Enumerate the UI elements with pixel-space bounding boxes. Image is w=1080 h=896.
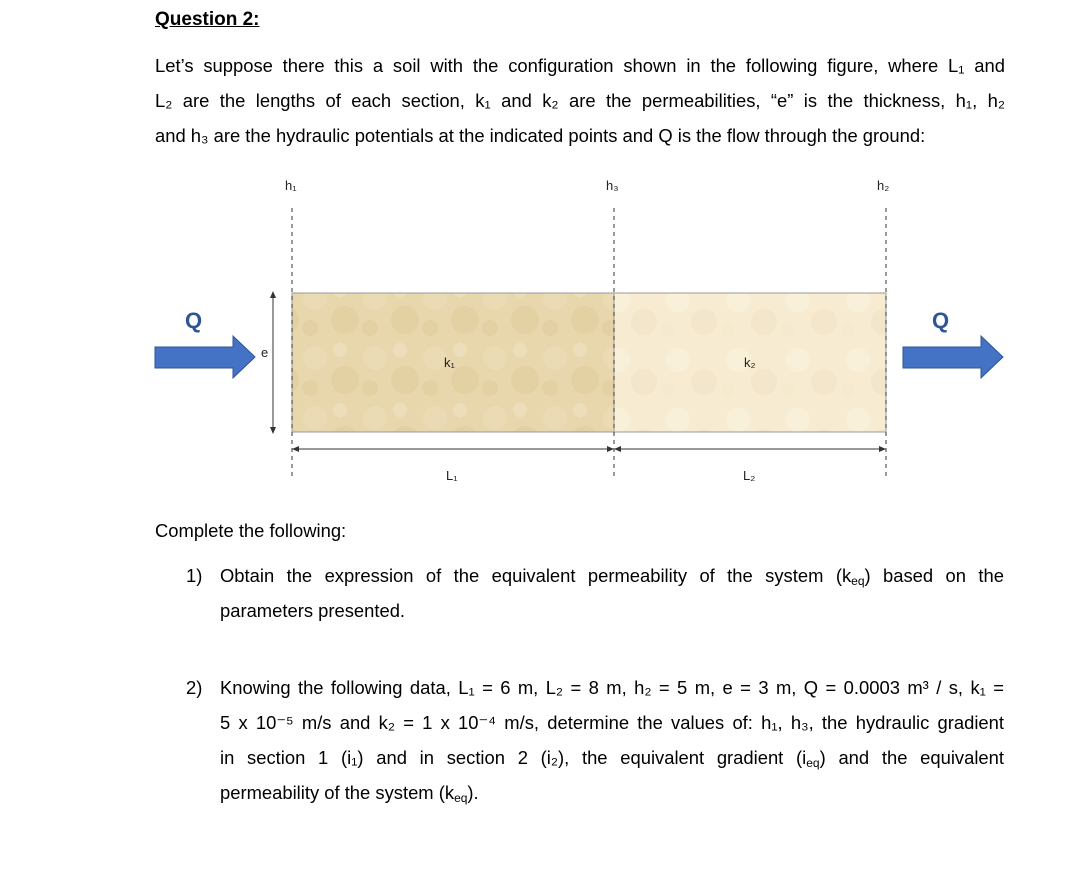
task-line: permeability of the system $(k_{eq})$. xyxy=(220,782,479,805)
length-1-arrowhead-right xyxy=(607,446,614,452)
perm-label-k1: k₁ xyxy=(444,355,455,370)
length-label-l2: L₂ xyxy=(743,468,756,483)
task-line: parameters presented. xyxy=(220,600,406,621)
flow-arrow-out-icon xyxy=(903,336,1003,378)
intro-line: Let’s suppose there this a soil with the configuration shown in the following figure, where L₁ and xyxy=(155,55,1005,76)
task-line: 5 x 10⁻⁵ m/s and k₂ = 1 x 10⁻⁴ m/s, determine the values of: h₁, h₃, the hydraulic gradient xyxy=(220,712,1004,733)
task-body xyxy=(220,670,1004,810)
length-label-l1: L₁ xyxy=(446,468,458,483)
flow-label-out: Q xyxy=(932,308,950,333)
thickness-arrowhead-bottom xyxy=(270,427,276,434)
perm-label-k2: k₂ xyxy=(744,355,756,370)
intro-line: and h₃ are the hydraulic potentials at the indicated points and Q is the flow through the ground: xyxy=(155,125,926,146)
thickness-label: e xyxy=(261,345,269,360)
intro-line: L₂ are the lengths of each section, k₁ and k₂ are the permeabilities, “e” is the thickness, h₁, h₂ xyxy=(155,90,1005,111)
task-line: Obtain the expression of the equivalent permeability of the system $(k_{eq})$ based on the xyxy=(220,565,1004,588)
thickness-arrowhead-top xyxy=(270,291,276,298)
head-label-h2: h₂ xyxy=(877,178,890,193)
length-2-arrowhead-right xyxy=(879,446,886,452)
length-2-arrowhead-left xyxy=(614,446,621,452)
task-line: Knowing the following data, L₁ = 6 m, L₂ = 8 m, h₂ = 5 m, e = 3 m, Q = 0.0003 m³ / s, k₁ = xyxy=(220,677,1004,698)
task-number: 1) xyxy=(186,565,203,586)
question-heading: Question 2: xyxy=(155,9,260,30)
soil-figure xyxy=(0,160,1080,500)
task-line: in section 1 (i₁) and in section 2 (i₂), the equivalent gradient $(i_{eq})$ and the equivalent xyxy=(220,747,1004,770)
head-label-h1: h₁ xyxy=(285,178,297,193)
flow-arrow-in-icon xyxy=(155,336,255,378)
length-1-arrowhead-left xyxy=(292,446,299,452)
head-label-h3: h₃ xyxy=(606,178,619,193)
question-intro xyxy=(155,48,1005,153)
task-number: 2) xyxy=(186,677,203,698)
flow-label-in: Q xyxy=(185,308,203,333)
tasks-intro: Complete the following: xyxy=(155,520,347,541)
task-body xyxy=(220,558,1004,628)
